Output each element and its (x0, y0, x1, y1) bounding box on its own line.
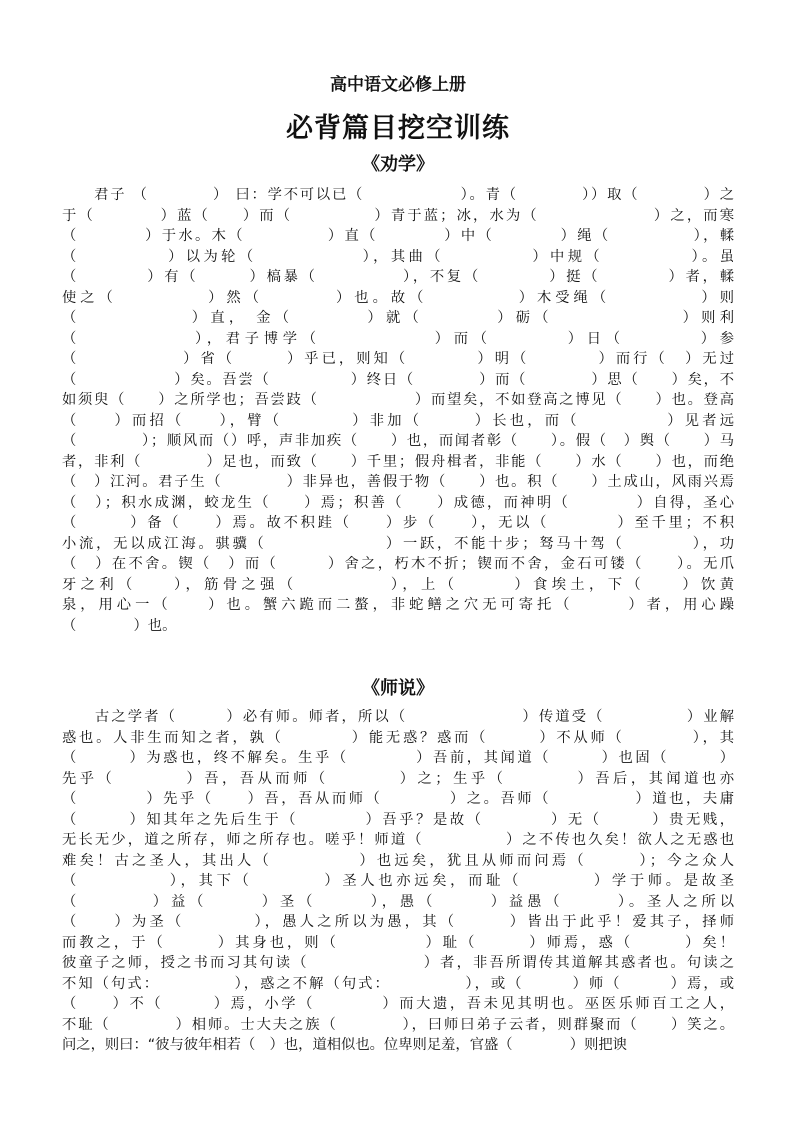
text-line: 泉，用心一（ ）也。蟹六跪而二螯，非蛇鳝之穴无可寄托（ ）者，用心躁 (62, 597, 734, 613)
text-line: （ ）；积水成渊，蛟龙生（ ）焉；积善（ ）成德，而神明（ ）自得，圣心 (62, 494, 734, 511)
text-line: 无长无少，道之所存，师之所存也。嗟乎！师道（ ）之不传也久矣！欲人之无惑也 (62, 832, 734, 848)
section-title-shishuo: 《师说》 (362, 678, 434, 699)
text-line: （ ），其下（ ）圣人也亦远矣，而耻（ ）学于师。是故圣 (62, 873, 734, 889)
text-line: （ ）为惑也，终不解矣。生乎（ ）吾前，其闻道（ ）也固（ ） (62, 750, 734, 766)
text-line: 先乎（ ）吾，吾从而师（ ）之；生乎（ ）吾后，其闻道也亦 (62, 770, 734, 787)
text-line: 而教之，于（ ）其身也，则（ ）耻（ ）师焉，惑（ ）矣！ (62, 934, 734, 951)
text-line: 牙之利（ ），筋骨之强（ ），上（ ）食埃土，下（ ）饮黄 (62, 576, 734, 593)
text-line: （ ）而招（ ），臂（ ）非加（ ）长也，而（ ）见者远 (62, 412, 734, 429)
text-line: （ ）直， 金（ ）就（ ）砺（ ）则利 (62, 310, 734, 326)
text-line: （ ）有（ ）槁暴（ ），不复（ ）挺（ ）者，輮 (62, 269, 734, 285)
text-line: 小流，无以成江海。骐骥（ ）一跃，不能十步；驽马十驾（ ），功 (62, 535, 734, 552)
section-title-quanxue: 《劝学》 (362, 154, 434, 175)
text-line: （ ）矣。吾尝（ ）终日（ ）而（ ）思（ ）矣，不 (62, 371, 734, 388)
text-line: （ ）于水。木（ ）直（ ）中（ ）绳（ ），輮 (62, 228, 734, 244)
text-line: 君子 （ ） 曰：学不可以已（ ）。青（ ））取（ ）之 (62, 187, 734, 203)
text-line: （ ）为圣（ ），愚人之所以为愚，其（ ）皆出于此乎！爱其子，择师 (62, 914, 734, 930)
text-line: 问之，则曰：“彼与彼年相若（ ）也，道相似也。位卑则足羞，官盛（ ）则把谀 (62, 1037, 627, 1053)
text-line: （ ）以为轮（ ），其曲（ ）中规（ ）。虽 (62, 248, 734, 265)
text-line: （ ）在不舍。锲（ ）而（ ）舍之，朽木不折；锲而不舍，金石可镂（ ）。无爪 (62, 556, 734, 572)
text-line: （ ）不（ ）焉，小学（ ）而大遗，吾未见其明也。巫医乐师百工之人， (62, 996, 734, 1012)
text-line: 不知（句式： ），惑之不解（句式： ），或（ ）师（ ）焉，或 (62, 975, 734, 992)
text-line: 如须臾（ ）之所学也；吾尝跂（ ）而望矣，不如登高之博见（ ）也。登高 (62, 392, 734, 408)
section-body-quanxue (62, 185, 734, 636)
section-body-shishuo (62, 707, 734, 1056)
text-line: 不耻（ ）相师。士大夫之族（ ），曰师曰弟子云者，则群聚而（ ）笑之。 (62, 1016, 734, 1033)
text-line: 使之（ ）然（ ）也。故（ ）木受绳（ ）则 (62, 289, 734, 306)
document-title: 必背篇目挖空训练 (286, 113, 510, 144)
text-line: （ ）省（ ）乎已，则知（ ）明（ ）而行（ ）无过 (62, 351, 734, 367)
text-line: （ ）江河。君子生（ ）非异也，善假于物（ ）也。积（ ）土成山，风雨兴焉 (62, 474, 734, 490)
text-line: （ ）；顺风而（）呼，声非加疾（ ）也，而闻者彰（ ）。假（ ）舆（ ）马 (62, 433, 734, 449)
text-line: （ ）也。 (62, 617, 177, 634)
text-line: （ ），君子博学（ ）而（ ）日（ ）参 (62, 330, 734, 347)
text-line: （ ）益（ ）圣（ ），愚（ ）益愚（ ）。圣人之所以 (62, 893, 734, 910)
text-line: （ ）知其年之先后生于（ ）吾乎？是故（ ）无（ ）贵无贱， (62, 811, 734, 828)
text-line: 难矣！古之圣人，其出人（ ）也远矣，犹且从师而问焉（ ）；今之众人 (62, 852, 734, 869)
document-subtitle: 高中语文必修上册 (330, 75, 466, 95)
text-line: 彼童子之师，授之书而习其句读（ ）者，非吾所谓传其道解其惑者也。句读之 (62, 955, 734, 971)
text-line: 惑也。人非生而知之者，孰（ ）能无惑？惑而（ ）不从师（ ），其 (62, 729, 734, 746)
text-line: （ ）备（ ）焉。故不积跬（ ）步（ ），无以（ ）至千里；不积 (62, 515, 734, 531)
text-line: 于（ ）蓝（ ）而（ ）青于蓝；冰，水为（ ）之，而寒 (62, 207, 734, 224)
text-line: 古之学者（ ）必有师。师者，所以（ ）传道受（ ）业解 (62, 709, 734, 725)
text-line: 者，非利（ ）足也，而致（ ）千里；假舟楫者，非能（ ）水（ ）也，而绝 (62, 453, 734, 470)
text-line: （ ）先乎（ ）吾，吾从而师（ ）之。吾师（ ）道也，夫庸 (62, 791, 734, 807)
